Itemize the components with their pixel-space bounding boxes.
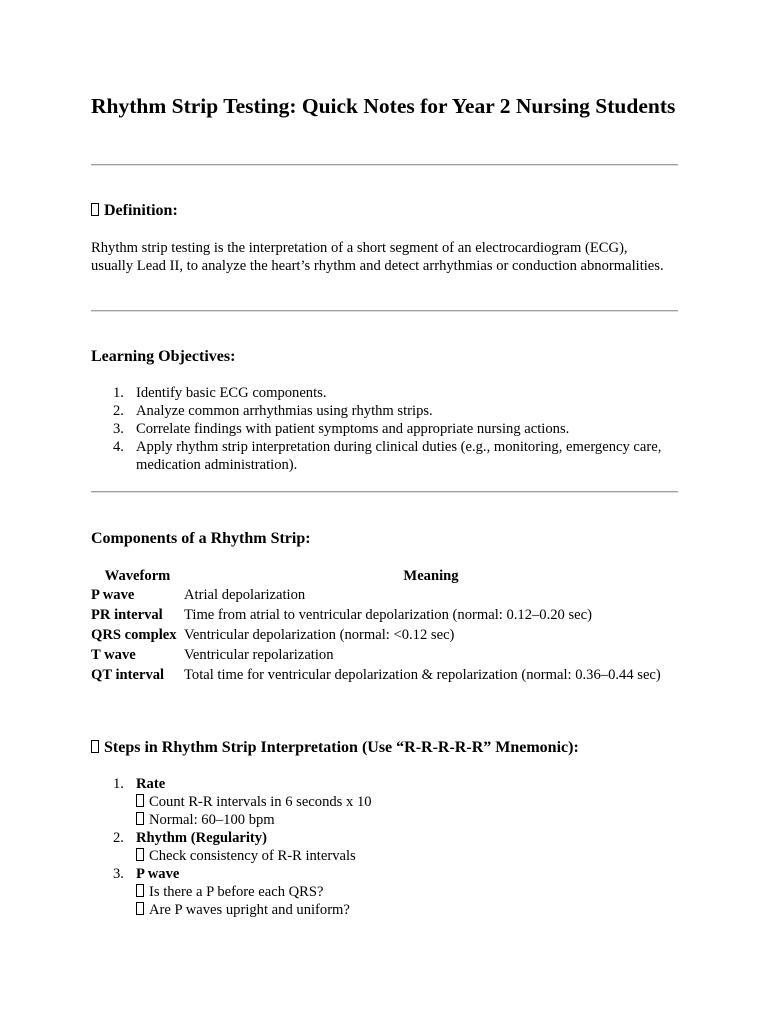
table-row [91, 585, 678, 605]
step-detail [136, 883, 678, 901]
step-title: P wave [136, 866, 180, 882]
list-item [91, 829, 678, 865]
components-table [91, 564, 678, 685]
meaning-cell: Time from atrial to ventricular depolarization (normal: 0.12–0.20 sec) [184, 607, 592, 623]
list-item [91, 865, 678, 919]
table-header-row [91, 564, 678, 585]
missing-glyph-icon [136, 812, 144, 825]
meaning-cell: Total time for ventricular depolarization & repolarization (normal: 0.36–0.44 sec) [184, 667, 661, 683]
components-heading: Components of a Rhythm Strip: [91, 530, 311, 547]
meaning-cell: Atrial depolarization [184, 587, 306, 603]
table-row [91, 665, 678, 685]
list-item [91, 384, 678, 402]
list-number: 2. [113, 403, 124, 419]
step-detail-text: Count R-R intervals in 6 seconds x 10 [149, 794, 372, 810]
divider [91, 310, 678, 312]
steps-heading [91, 738, 579, 758]
step-detail [136, 901, 678, 919]
objectives-heading: Learning Objectives: [91, 348, 236, 365]
definition-heading-text: Definition: [104, 202, 178, 219]
meaning-cell: Ventricular depolarization (normal: <0.12 sec) [184, 627, 455, 643]
list-item [91, 402, 678, 420]
list-number: 3. [113, 421, 124, 437]
table-row [91, 605, 678, 625]
column-header-meaning: Meaning [403, 568, 459, 584]
definition-heading [91, 201, 178, 221]
waveform-cell: QT interval [91, 667, 165, 683]
list-item-text: Analyze common arrhythmias using rhythm strips. [136, 403, 433, 419]
table-row [91, 645, 678, 665]
document-title: Rhythm Strip Testing: Quick Notes for Year 2 Nursing Students [91, 94, 676, 118]
objectives-list [91, 384, 678, 474]
list-item [91, 420, 678, 438]
step-detail-text: Are P waves upright and uniform? [149, 902, 350, 918]
step-detail [136, 793, 678, 811]
missing-glyph-icon [91, 203, 99, 216]
step-detail-text: Is there a P before each QRS? [149, 884, 324, 900]
missing-glyph-icon [136, 902, 144, 915]
steps-list [91, 775, 678, 919]
step-title: Rhythm (Regularity) [136, 830, 267, 846]
waveform-cell: QRS complex [91, 627, 177, 643]
step-title: Rate [136, 776, 166, 792]
divider [91, 491, 678, 493]
waveform-cell: P wave [91, 587, 135, 603]
missing-glyph-icon [91, 740, 99, 753]
list-number: 3. [113, 866, 124, 882]
steps-heading-text: Steps in Rhythm Strip Interpretation (Use “R-R-R-R-R” Mnemonic): [104, 739, 579, 756]
missing-glyph-icon [136, 794, 144, 807]
list-number: 4. [113, 439, 124, 455]
list-number: 1. [113, 776, 124, 792]
list-item-text: Correlate findings with patient symptoms and appropriate nursing actions. [136, 421, 570, 437]
divider [91, 164, 678, 166]
waveform-cell: PR interval [91, 607, 163, 623]
step-detail-text: Check consistency of R-R intervals [149, 848, 356, 864]
step-detail [136, 847, 678, 865]
column-header-waveform: Waveform [104, 568, 171, 584]
list-item [91, 438, 678, 474]
list-item-text: Identify basic ECG components. [136, 385, 327, 401]
list-item [91, 775, 678, 829]
meaning-cell: Ventricular repolarization [184, 647, 334, 663]
list-number: 2. [113, 830, 124, 846]
list-item-text: Apply rhythm strip interpretation during clinical duties (e.g., monitoring, emergency care, medication administration). [136, 439, 662, 473]
table-row [91, 625, 678, 645]
waveform-cell: T wave [91, 647, 136, 663]
step-detail-text: Normal: 60–100 bpm [149, 812, 275, 828]
definition-text: Rhythm strip testing is the interpretation of a short segment of an electrocardiogram (ECG), usually Lead II, to analyze the heart’s rhythm and detect arrhythmias or conduction abnormalities. [91, 240, 664, 274]
missing-glyph-icon [136, 884, 144, 897]
missing-glyph-icon [136, 848, 144, 861]
list-number: 1. [113, 385, 124, 401]
step-detail [136, 811, 678, 829]
